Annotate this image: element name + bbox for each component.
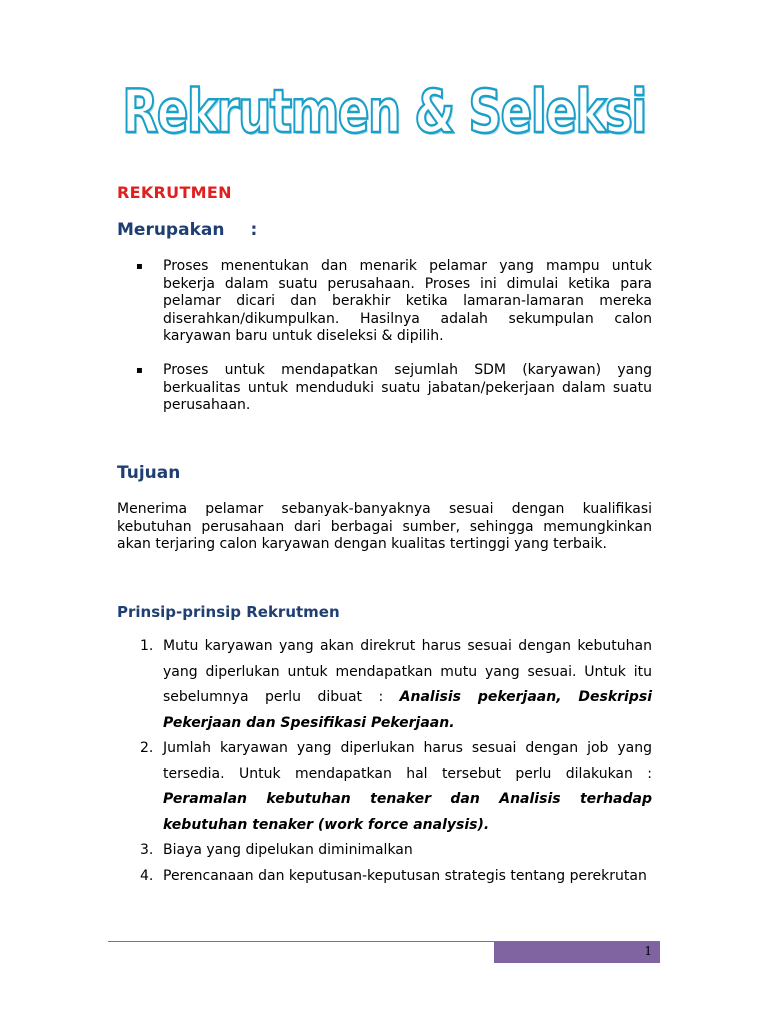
heading-merupakan-label: Merupakan	[117, 220, 225, 240]
list-item	[140, 838, 652, 864]
list-item-text: Perencanaan dan keputusan-keputusan strategis tentang perekrutan	[163, 867, 647, 884]
prinsip-list	[140, 634, 652, 889]
bullet-marker: ▪	[136, 365, 143, 376]
list-item-number: 1.	[140, 638, 154, 654]
list-item-number: 4.	[140, 867, 154, 884]
list-item-number: 3.	[140, 842, 154, 858]
list-item-text: Biaya yang dipelukan diminimalkan	[163, 842, 413, 858]
bullet-item-2: Proses untuk mendapatkan sejumlah SDM (karyawan) yang berkualitas untuk menduduki suatu jabatan/pekerjaan dalam suatu perusahaan.	[163, 362, 652, 413]
list-item	[140, 864, 652, 890]
list-item-emphasis: Peramalan kebutuhan tenaker dan Analisis terhadap kebutuhan tenaker (work force analysis).	[163, 791, 652, 833]
tujuan-paragraph: Menerima pelamar sebanyak-banyaknya sesuai dengan kualifikasi kebutuhan perusahaan dari berbagai sumber, sehingga memungkinkan akan terjaring calon karyawan dengan kualitas tertinggi yang terbaik.	[117, 501, 652, 552]
list-item-text: Mutu karyawan yang akan direkrut harus sesuai dengan kebutuhan yang diperlukan untuk mendapatkan mutu yang sesuai. Untuk itu sebelumnya perlu dibuat :	[163, 638, 652, 705]
heading-tujuan: Tujuan	[117, 463, 181, 483]
list-item-number: 2.	[140, 740, 154, 756]
heading-prinsip: Prinsip-prinsip Rekrutmen	[117, 603, 340, 621]
bullet-marker: ▪	[136, 261, 143, 272]
page-number: 1	[644, 944, 652, 958]
list-item	[140, 736, 652, 838]
list-item-text: Jumlah karyawan yang diperlukan harus sesuai dengan job yang tersedia. Untuk mendapatkan hal tersebut perlu dilakukan :	[163, 740, 652, 782]
footer-bar	[494, 942, 660, 963]
bullet-item-1: Proses menentukan dan menarik pelamar yang mampu untuk bekerja dalam suatu perusahaan. Proses ini dimulai ketika para pelamar dicari dan berakhir ketika lamaran-lamaran mereka diserahkan/dikumpulkan. Hasilnya adalah sekumpulan calon karyawan baru untuk diseleksi & dipilih.	[163, 258, 652, 344]
heading-merupakan	[117, 220, 257, 240]
list-item	[140, 634, 652, 736]
heading-merupakan-colon: :	[250, 220, 258, 240]
page-title: Rekrutmen & Seleksi	[122, 77, 646, 147]
section-heading-rekrutmen: REKRUTMEN	[117, 183, 232, 202]
list-item-emphasis: Analisis pekerjaan, Deskripsi Pekerjaan dan Spesifikasi Pekerjaan.	[163, 689, 652, 731]
